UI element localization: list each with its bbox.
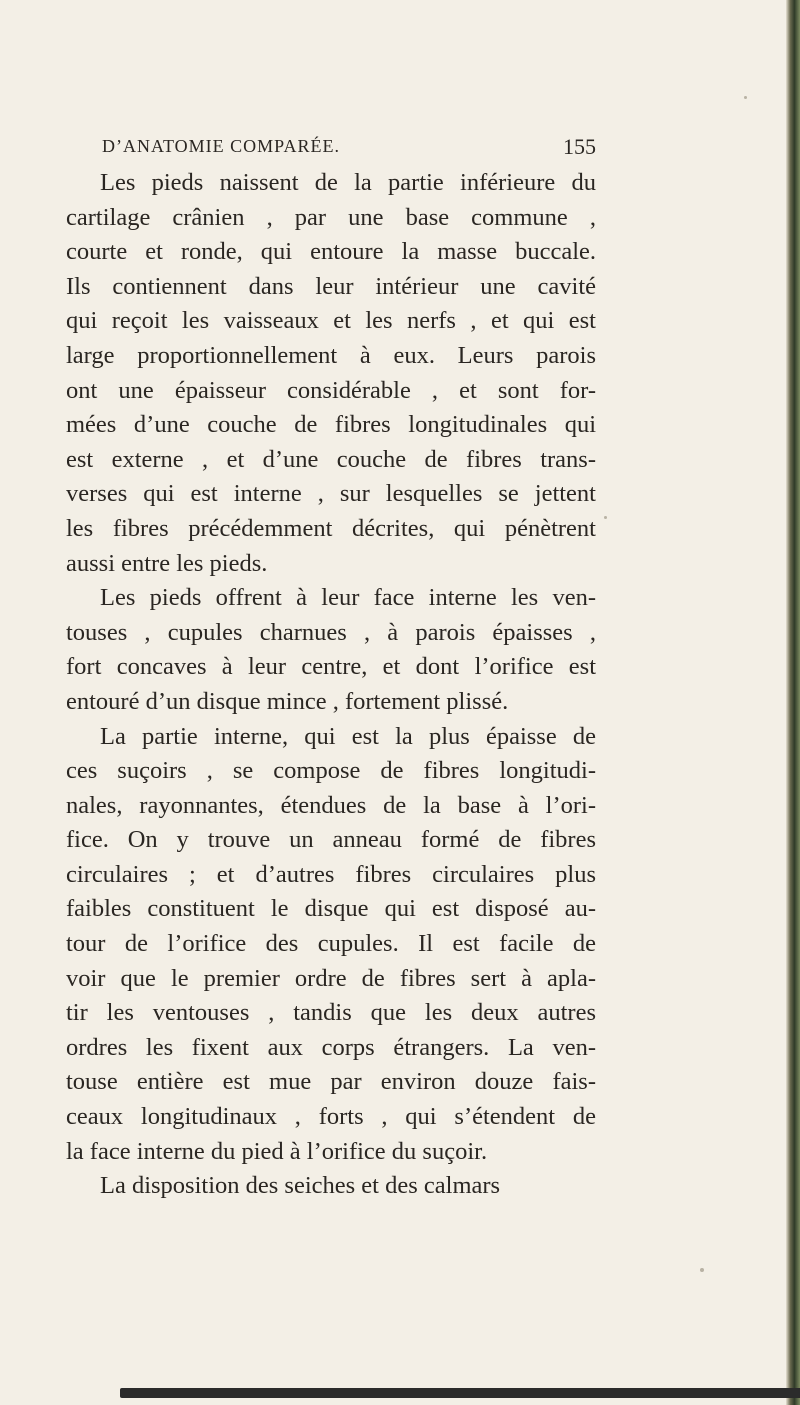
paper-speck [700,1268,704,1272]
text-line: est externe , et d’une couche de fibres trans- [66,445,596,473]
text-line: courte et ronde, qui entoure la masse buccale. [66,238,596,266]
page-edge [786,0,800,1405]
header-title: D’ANATOMIE COMPARÉE. [102,136,341,156]
text-line: verses qui est interne , sur lesquelles se jettent [66,480,596,508]
text-line: fice. On y trouve un anneau formé de fibres [66,826,596,854]
text-line: La partie interne, qui est la plus épaisse de [100,722,596,750]
text-line: tour de l’orifice des cupules. Il est facile de [66,930,596,958]
text-line: ordres les fixent aux corps étrangers. La ven- [66,1033,596,1061]
text-line: touse entière est mue par environ douze fais- [66,1068,596,1096]
text-line: circulaires ; et d’autres fibres circulaires plus [66,860,596,888]
text-line: aussi entre les pieds. [66,549,268,577]
text-line: faibles constituent le disque qui est disposé au- [66,895,596,923]
text-line: touses , cupules charnues , à parois épaisses , [66,618,596,646]
text-line: nales, rayonnantes, étendues de la base à l’ori- [66,791,596,819]
text-line: ont une épaisseur considérable , et sont for- [66,376,596,404]
text-line: voir que le premier ordre de fibres sert à apla- [66,964,596,992]
text-line: cartilage crânien , par une base commune , [66,203,596,231]
body-text [66,166,596,1204]
text-line: Ils contiennent dans leur intérieur une cavité [66,272,596,300]
page-number: 155 [563,134,596,159]
text-line: ces suçoirs , se compose de fibres longitudi- [66,757,596,785]
text-line: tir les ventouses , tandis que les deux autres [66,999,596,1027]
text-line: la face interne du pied à l’orifice du suçoir. [66,1137,488,1165]
text-line: les fibres précédemment décrites, qui pénètrent [66,514,596,542]
paper-speck [744,96,747,99]
text-line: entouré d’un disque mince , fortement plissé. [66,687,509,715]
text-line: fort concaves à leur centre, et dont l’orifice est [66,653,596,681]
text-line: La disposition des seiches et des calmars [100,1172,501,1200]
text-line: large proportionnellement à eux. Leurs parois [66,341,596,369]
text-line: qui reçoit les vaisseaux et les nerfs , et qui est [66,307,596,335]
text-line: ceaux longitudinaux , forts , qui s’étendent de [66,1103,596,1131]
running-header [102,136,596,162]
scan-border [120,1388,800,1398]
text-line: mées d’une couche de fibres longitudinales qui [66,411,596,439]
text-line: Les pieds offrent à leur face interne les ven- [100,584,596,612]
text-line: Les pieds naissent de la partie inférieure du [100,169,596,196]
paper-speck [604,516,607,519]
